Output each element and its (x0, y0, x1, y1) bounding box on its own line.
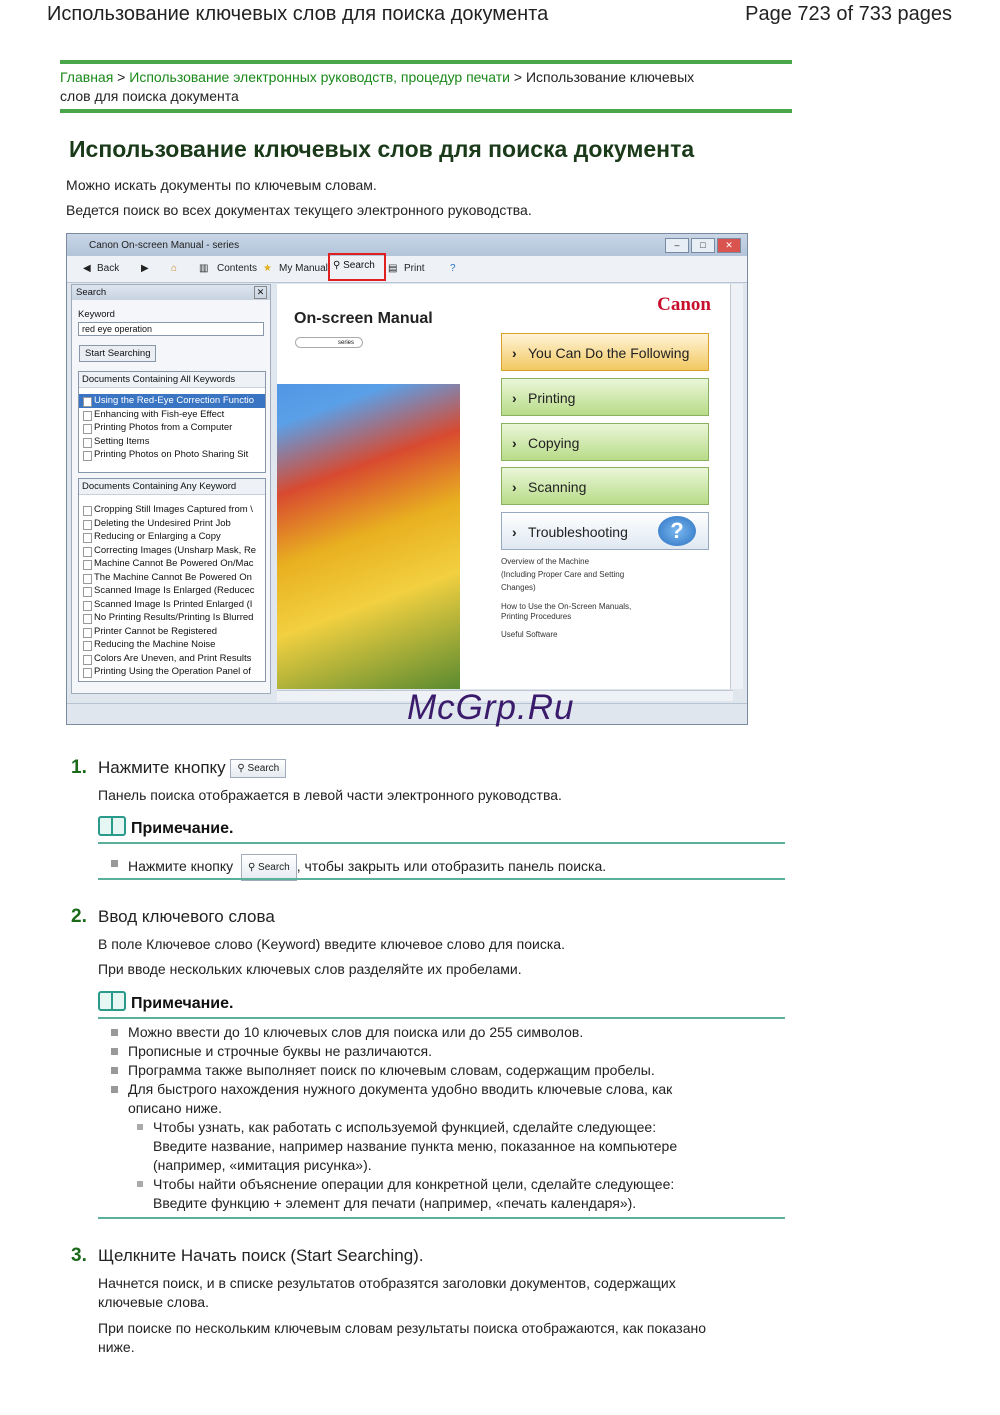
search-button[interactable]: Search (343, 260, 375, 271)
contents-icon: ▥ (199, 263, 209, 274)
page-title: Использование ключевых слов для поиска документа (69, 136, 695, 162)
sub-link-software[interactable]: Useful Software (501, 630, 558, 639)
bullet-icon (111, 1086, 118, 1093)
list-item[interactable]: Scanned Image Is Printed Enlarged (I (79, 598, 265, 612)
note-subitem: Введите название, например название пункта меню, показанное на компьютере (153, 1138, 678, 1154)
print-button[interactable]: Print (404, 263, 425, 274)
keyword-label: Keyword (78, 309, 115, 320)
list-item[interactable]: No Printing Results/Printing Is Blurred (79, 611, 265, 625)
step-text: Начнется поиск, и в списке результатов отобразятся заголовки документов, содержащих (98, 1275, 676, 1291)
sub-link-text: Changes) (501, 583, 536, 592)
toolbar (67, 256, 747, 283)
search-button-highlight[interactable] (328, 253, 386, 281)
keyword-input[interactable]: red eye operation (78, 322, 264, 336)
page-counter: Page 723 of 733 pages (745, 3, 952, 25)
note-subitem: Чтобы найти объяснение операции для конкретной цели, сделайте следующее: (153, 1176, 675, 1192)
breadcrumb-section-link[interactable]: Использование электронных руководств, процедур печати (129, 69, 511, 85)
note-text: , чтобы закрыть или отобразить панель поиска. (296, 858, 607, 875)
series-badge: series (295, 337, 363, 348)
back-icon[interactable]: ◀ (83, 263, 91, 274)
list-item[interactable]: Reducing or Enlarging a Copy (79, 530, 265, 544)
note-subitem: Введите функцию + элемент для печати (например, «печать календаря»). (153, 1195, 637, 1211)
note-box (98, 820, 785, 844)
sub-link-how-to[interactable] (501, 602, 709, 622)
list-item[interactable]: Printing Photos from a Computer (79, 421, 265, 435)
list-item[interactable]: Scanned Image Is Enlarged (Reducec (79, 584, 265, 598)
note-item-cont: описано ниже. (128, 1100, 222, 1116)
help-icon[interactable]: ? (450, 263, 456, 274)
list-item[interactable]: Printer Cannot be Registered (79, 625, 265, 639)
list-item[interactable]: Setting Items (79, 435, 265, 449)
sub-link-text: Overview of the Machine (501, 557, 590, 566)
manual-title: On-screen Manual (294, 310, 433, 327)
intro-line-2: Ведется поиск во всех документах текущего электронного руководства. (66, 202, 532, 218)
menu-scanning[interactable]: › Scanning (501, 467, 709, 505)
note-item: Программа также выполняет поиск по ключевым словам, содержащим пробелы. (128, 1062, 655, 1078)
step-number: 1. (71, 757, 87, 778)
step-number: 2. (71, 906, 87, 927)
list-item[interactable]: Deleting the Undesired Print Job (79, 517, 265, 531)
close-icon[interactable]: ✕ (717, 238, 741, 253)
list-header: Documents Containing Any Keyword (79, 479, 265, 495)
step-text: При поиске по нескольким ключевым словам результаты поиска отображаются, как показано (98, 1320, 707, 1336)
breadcrumb-current: Использование ключевых (525, 69, 695, 85)
note-item: Для быстрого нахождения нужного документа удобно вводить ключевые слова, как (128, 1081, 673, 1097)
note-item: Можно ввести до 10 ключевых слов для поиска или до 255 символов. (128, 1024, 584, 1040)
star-icon: ★ (263, 263, 272, 274)
note-text: Нажмите кнопку (128, 858, 234, 875)
vertical-scrollbar[interactable] (730, 284, 743, 689)
sub-link-text: How to Use the On-Screen Manuals, (501, 602, 632, 611)
list-item[interactable]: The Machine Cannot Be Powered On (79, 571, 265, 585)
note-subitem: Чтобы узнать, как работать с используемой функцией, сделайте следующее: (153, 1119, 657, 1135)
search-button-label: Search (247, 763, 280, 775)
step-title-text: Нажмите кнопку (98, 758, 226, 777)
menu-you-can-do[interactable]: › You Can Do the Following (501, 333, 709, 371)
menu-troubleshooting[interactable] (501, 512, 709, 550)
app-screenshot (66, 233, 748, 725)
magnifier-icon: ⚲ (237, 763, 245, 775)
note-bottom-rule (98, 878, 785, 880)
start-searching-button[interactable]: Start Searching (79, 345, 156, 362)
window-titlebar (67, 234, 747, 256)
breadcrumb (60, 68, 792, 106)
magnifier-icon: ⚲ (247, 862, 256, 873)
search-button-label: Search (258, 862, 290, 873)
maximize-icon[interactable]: □ (691, 238, 715, 253)
watermark: McGrp.Ru (407, 688, 575, 727)
contents-button[interactable]: Contents (217, 263, 258, 274)
sub-bullet-icon (137, 1124, 143, 1130)
note-subitem: (например, «имитация рисунка»). (153, 1157, 372, 1173)
search-pane (71, 284, 271, 694)
bullet-icon (111, 1048, 118, 1055)
note-bottom-rule (98, 1217, 785, 1219)
bullet-icon (111, 860, 118, 867)
any-keyword-list (78, 478, 266, 682)
note-item: Прописные и строчные буквы не различаются. (128, 1043, 432, 1059)
breadcrumb-current-cont: слов для поиска документа (60, 88, 239, 104)
list-header: Documents Containing All Keywords (79, 372, 265, 388)
manual-content (277, 284, 733, 689)
list-item[interactable]: Colors Are Uneven, and Print Results (79, 652, 265, 666)
bullet-icon (111, 1067, 118, 1074)
home-icon[interactable]: ⌂ (171, 263, 178, 274)
step-title (98, 758, 286, 778)
list-item[interactable]: Machine Cannot Be Powered On/Mac (79, 557, 265, 571)
step-text: ниже. (98, 1339, 135, 1355)
breadcrumb-separator: > (510, 69, 526, 85)
menu-troubleshooting-label: Troubleshooting (528, 524, 628, 540)
sub-link-text: (Including Proper Care and Setting (501, 570, 625, 579)
breadcrumb-separator: > (113, 69, 130, 85)
page-header-title: Использование ключевых слов для поиска документа (47, 3, 549, 25)
step-title: Щелкните Начать поиск (Start Searching). (98, 1246, 424, 1265)
list-item[interactable]: Enhancing with Fish-eye Effect (79, 408, 265, 422)
list-item[interactable]: Printing Photos on Photo Sharing Sit (79, 448, 265, 462)
book-icon (98, 816, 126, 836)
step-text: ключевые слова. (98, 1294, 209, 1310)
step-text: В поле Ключевое слово (Keyword) введите ключевое слово для поиска. (98, 936, 565, 952)
step-text: При вводе нескольких ключевых слов разделяйте их пробелами. (98, 961, 522, 977)
help-question-icon: ? (658, 516, 696, 546)
step-text: Панель поиска отображается в левой части электронного руководства. (98, 787, 562, 803)
menu-printing[interactable]: › Printing (501, 378, 709, 416)
list-item[interactable]: Printing Using the Operation Panel of (79, 665, 265, 679)
window-title: Canon On-screen Manual - series (89, 240, 240, 251)
all-keywords-list (78, 371, 266, 473)
sub-bullet-icon (137, 1181, 143, 1187)
list-item[interactable]: Cropping Still Images Captured from \ (79, 503, 265, 517)
printer-icon: ▤ (388, 263, 398, 274)
bullet-icon (111, 1029, 118, 1036)
sub-link-overview[interactable] (501, 555, 709, 594)
magnifier-icon: ⚲ (333, 260, 341, 271)
my-manual-button[interactable]: My Manual (279, 263, 328, 274)
close-pane-icon[interactable]: ✕ (254, 286, 267, 299)
search-pane-title: Search (76, 287, 107, 298)
breadcrumb-home-link[interactable]: Главная (60, 69, 114, 85)
book-icon (98, 991, 126, 1011)
list-item[interactable]: Reducing the Machine Noise (79, 638, 265, 652)
breadcrumb-bottom-rule (60, 109, 792, 113)
step-number: 3. (71, 1245, 87, 1266)
back-button[interactable]: Back (97, 263, 120, 274)
list-item[interactable]: Using the Red-Eye Correction Functio (79, 394, 265, 408)
step-title: Ввод ключевого слова (98, 907, 275, 926)
list-item[interactable]: Correcting Images (Unsharp Mask, Re (79, 544, 265, 558)
note-box (98, 995, 785, 1019)
search-button-inline (230, 759, 286, 778)
menu-copying[interactable]: › Copying (501, 423, 709, 461)
intro-line-1: Можно искать документы по ключевым словам. (66, 177, 377, 193)
canon-logo: Canon (657, 294, 711, 315)
minimize-icon[interactable]: – (665, 238, 689, 253)
sub-link-text: Printing Procedures (501, 612, 572, 621)
forward-icon[interactable]: ▶ (141, 263, 149, 274)
search-button-inline (241, 854, 297, 881)
note-title: Примечание. (131, 995, 234, 1012)
note-title: Примечание. (131, 820, 234, 837)
note-item (128, 854, 606, 881)
breadcrumb-top-rule (60, 60, 792, 64)
